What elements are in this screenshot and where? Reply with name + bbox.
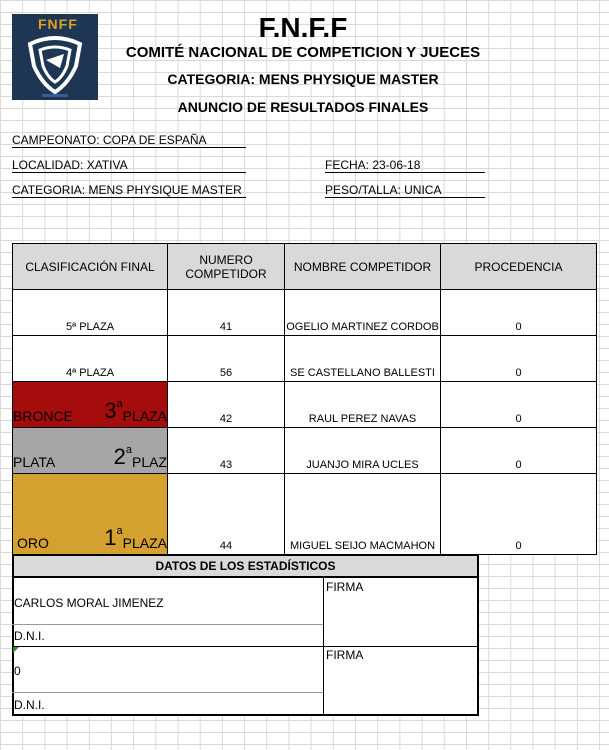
place-number: 3 (104, 398, 117, 423)
table-row-number: 41 (167, 289, 285, 336)
dni-label-2: D.N.I. (14, 698, 45, 712)
signature-label-1: FIRMA (326, 580, 364, 594)
table-row-origin: 0 (440, 427, 597, 474)
stats-person-2: 0 (14, 664, 21, 678)
category-title: CATEGORIA: MENS PHYSIQUE MASTER (167, 71, 439, 87)
championship-field: CAMPEONATO: COPA DE ESPAÑA (12, 133, 246, 148)
table-row-origin: 0 (440, 289, 597, 336)
table-row-name: OGELIO MARTINEZ CORDOB (284, 289, 441, 336)
stats-divider (323, 578, 324, 716)
fnff-logo (12, 14, 98, 100)
table-row-name: JUANJO MIRA UCLES (284, 427, 441, 474)
dni-label-1: D.N.I. (14, 629, 45, 643)
place-number: 2 (113, 444, 126, 469)
table-row-place: 5ª PLAZA (12, 289, 168, 336)
table-row-origin: 0 (440, 473, 597, 555)
place-sup: a (125, 444, 132, 456)
date-field: FECHA: 23-06-18 (325, 158, 485, 173)
stats-person-1: CARLOS MORAL JIMENEZ (14, 596, 164, 610)
table-row-number: 43 (167, 427, 285, 474)
category-field: CATEGORIA: MENS PHYSIQUE MASTER (12, 183, 246, 198)
table-row-origin: 0 (440, 335, 597, 382)
signature-label-2: FIRMA (326, 648, 364, 662)
table-row-name: MIGUEL SEIJO MACMAHON (284, 473, 441, 555)
table-row-number: 42 (167, 381, 285, 428)
row-divider (12, 624, 323, 625)
table-row-origin: 0 (440, 381, 597, 428)
announcement-title: ANUNCIO DE RESULTADOS FINALES (177, 99, 429, 115)
medal-label: PLATA (13, 454, 56, 470)
weight-field: PESO/TALLA: UNICA (325, 183, 485, 198)
medal-label: ORO (17, 535, 49, 551)
plaza-label: PLAZ (131, 454, 167, 470)
location-field: LOCALIDAD: XATIVA (12, 158, 246, 173)
table-row-name: RAUL PEREZ NAVAS (284, 381, 441, 428)
place-sup: a (116, 525, 123, 537)
col-header-classification: CLASIFICACIÓN FINAL (12, 243, 168, 290)
silver-medal-cell (12, 427, 168, 474)
bronze-medal-cell (12, 381, 168, 428)
table-row-place: 4ª PLAZA (12, 335, 168, 382)
committee-title: COMITÉ NACIONAL DE COMPETICION Y JUECES (125, 44, 481, 61)
table-row-number: 56 (167, 335, 285, 382)
medal-label: BRONCE (13, 408, 73, 424)
shield-icon (12, 14, 98, 100)
plaza-label: PLAZA (122, 535, 167, 551)
col-header-name: NOMBRE COMPETIDOR (284, 243, 441, 290)
stats-title: DATOS DE LOS ESTADÍSTICOS (12, 554, 479, 578)
gold-medal-cell (12, 473, 168, 555)
cell-comment-marker (13, 647, 19, 653)
section-divider (12, 646, 479, 647)
logo-text: FNFF (38, 16, 78, 32)
org-title: F.N.F.F (258, 12, 348, 43)
row-divider (12, 692, 323, 693)
place-number: 1 (104, 525, 117, 550)
table-row-number: 44 (167, 473, 285, 555)
plaza-label: PLAZA (122, 408, 167, 424)
col-header-origin: PROCEDENCIA (440, 243, 597, 290)
table-row-name: SE CASTELLANO BALLESTI (284, 335, 441, 382)
place-sup: a (116, 398, 123, 410)
col-header-number: NUMERO COMPETIDOR (167, 243, 285, 290)
